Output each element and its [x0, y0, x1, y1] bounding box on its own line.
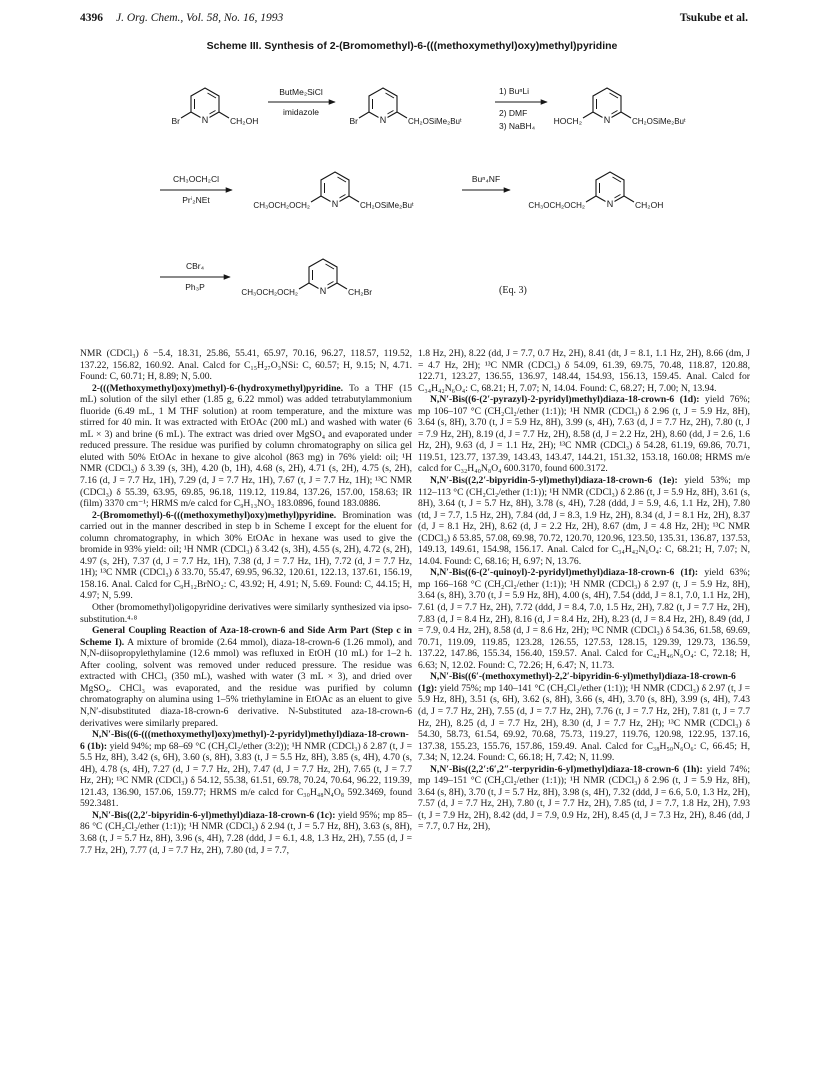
paragraph — [418, 348, 750, 394]
paragraph — [80, 510, 412, 602]
paragraph-heading: N,N′-Bis((2,2′-bipyridin-6-yl)methyl)diaza-18-crown-6 (1c): — [92, 809, 336, 821]
reagent-label: ButMe₂SiCl — [279, 87, 323, 97]
text-column-right — [418, 348, 750, 833]
substituent-right: CH₂OSiMe₂Buᵗ — [632, 117, 686, 126]
reaction-arrow-4 — [462, 174, 510, 190]
paragraph-text: 1.8 Hz, 2H), 8.22 (dd, J = 7.7, 0.7 Hz, 2H), 8.41 (dt, J = 8.1, 1.1 Hz, 2H), 8.66 (dm, J = 4.7 Hz, 2H); ¹³C NMR (CDCl₃) δ 54.09, 61.39, 69.75, 70.48, 118.87, 120.88, 122.71, 123.27, 136.55, 136.97, 148.44, 154.93, 156.13, 159.45. Anal. Calcd for C₃₄H₄₂N₆O₄: C, 68.21; H, 7.07; N, 14.04. Found: C, 68.27; H, 7.00; N, 13.94. — [418, 348, 750, 394]
paragraph-text: yield 75%; mp 140–141 °C (CH₂Cl₂/ether (1:1)); ¹H NMR (CDCl₃) δ 2.97 (t, J = 5.9 Hz, 8H), 3.51 (s, 6H), 3.62 (s, 8H), 3.66 (s, 4H), 3.70 (s, 8H), 3.99 (s, 4H), 7.43 (d, J = 7.7 Hz, 2H), 7.55 (d, J = 7.7 Hz, 2H), 7.76 (t, J = 7.7 Hz, 2H), 7.81 (t, J = 7.7 Hz, 2H), 8.25 (d, J = 7.7 Hz, 2H), 8.30 (d, J = 7.7 Hz, 2H); ¹³C NMR (CDCl₃) δ 54.30, 58.73, 61.54, 69.92, 70.68, 75.73, 119.27, 119.76, 120.98, 122.95, 137.16, 137.38, 155.23, 155.76, 157.86, 159.49. Anal. Calcd for C₃₈H₅₀N₆O₆: C, 66.45; H, 7.34; N, 12.24. Found: C, 66.18; H, 7.42; N, 11.99. — [418, 682, 750, 764]
paragraph — [418, 394, 750, 475]
substituent-left: CH₃OCH₂OCH₂ — [253, 201, 310, 210]
compound-4 — [253, 172, 414, 210]
substituent-left: Br — [349, 116, 358, 126]
reagent-label: Buⁿ₄NF — [471, 174, 501, 184]
ring-nitrogen-label: N — [606, 199, 614, 209]
paragraph-heading: N,N′-Bis((6′-(methoxymethyl)-2,2′-bipyridin-6-yl)methyl)diaza-18-crown-6 (1g): — [418, 671, 736, 694]
substituent-left: CH₃OCH₂OCH₂ — [528, 201, 585, 210]
paragraph-text: yield 63%; mp 166–168 °C (CH₂Cl₂/ether (1:1)); ¹H NMR (CDCl₃) δ 2.97 (t, J = 5.9 Hz, 8H), 3.64 (s, 8H), 3.70 (t, J = 5.9 Hz, 8H), 4.00 (s, 4H), 7.54 (ddd, J = 8.1, 7.0, 1.1 Hz, 2H), 7.61 (d, J = 7.7 Hz, 2H), 7.72 (ddd, J = 8.4, 7.0, 1.5 Hz, 2H), 7.82 (t, J = 7.7 Hz, 2H), 7.83 (d, J = 8.4 Hz, 2H), 8.16 (d, J = 8.4 Hz, 2H), 8.23 (d, J = 8.4 Hz, 2H), 8.49 (dd, J = 7.9, 0.4 Hz, 2H), 8.58 (d, J = 8.6 Hz, 2H); ¹³C NMR (CDCl₃) δ 54.36, 61.58, 69.69, 70.71, 119.09, 119.85, 123.28, 126.55, 127.53, 128.15, 129.39, 129.73, 136.59, 137.22, 147.86, 155.34, 156.40, 159.57. Anal. Calcd for C₄₂H₄₆N₆O₄: C, 72.18; H, 6.63; N, 12.02. Found: C, 72.26; H, 6.47; N, 11.73. — [418, 567, 751, 671]
paragraph — [80, 729, 412, 810]
paragraph-heading: 2-(Bromomethyl)-6-(((methoxymethyl)oxy)methyl)pyridine. — [92, 509, 337, 521]
paragraph-text: yield 74%; mp 149–151 °C (CH₂Cl₂/ether (1:1)); ¹H NMR (CDCl₃) δ 2.96 (t, J = 5.9 Hz, 8H), 3.64 (s, 8H), 3.70 (t, J = 5.7 Hz, 8H), 3.98 (s, 4H), 7.32 (ddd, J = 6.6, 5.0, 1.3 Hz, 2H), 7.57 (d, J = 7.7 Hz, 2H), 7.80 (t, J = 7.7 Hz, 2H), 7.85 (td, J = 7.7, 1.8 Hz, 2H), 7.93 (t, J = 7.9 Hz, 2H), 8.42 (dd, J = 7.9, 0.9 Hz, 2H), 8.45 (d, J = 7.3 Hz, 2H), 8.46 (dd, J = 7.7, 0.7 Hz, 2H), — [418, 763, 751, 833]
reagent-label: Prⁱ₂NEt — [182, 195, 210, 205]
substituent-right: CH₂OSiMe₂Buᵗ — [360, 201, 414, 210]
running-authors: Tsukube et al. — [679, 12, 748, 24]
paragraph-text: yield 76%; mp 106–107 °C (CH₂Cl₂/ether (1:1)); ¹H NMR (CDCl₃) δ 2.96 (t, J = 5.9 Hz, 8H), 3.64 (s, 8H), 3.70 (t, J = 5.9 Hz, 8H), 3.99 (s, 4H), 7.63 (d, J = 7.7 Hz, 2H), 7.80 (t, J = 7.9 Hz, 2H), 8.19 (d, J = 7.7 Hz, 2H), 8.58 (d, J = 2.2 Hz, 2H), 8.60 (dd, J = 2.6, 1.6 Hz, 2H), 9.63 (d, J = 1.1 Hz, 2H); ¹³C NMR (CDCl₃) δ 54.28, 61.19, 69.86, 70.71, 119.51, 123.77, 137.39, 143.43, 143.47, 144.21, 151.32, 153.18, 160.08; HRMS m/e calcd for C₃₂H₄₀N₈O₄ 600.3170, found 600.3172. — [418, 394, 750, 475]
reagent-label: 1) BuⁿLi — [499, 86, 530, 96]
compound-2 — [350, 88, 463, 126]
reagent-label: 2) DMF — [499, 108, 528, 118]
paragraph — [80, 625, 412, 729]
text-column-left — [80, 348, 412, 856]
reagent-label: imidazole — [283, 107, 319, 117]
substituent-right: CH₂OH — [635, 200, 664, 210]
journal-citation: J. Org. Chem., Vol. 58, No. 16, 1993 — [116, 12, 284, 24]
reaction-arrow-3 — [160, 174, 232, 205]
compound-3 — [554, 88, 686, 126]
page-number: 4396 — [80, 12, 103, 24]
substituent-left: Br — [171, 116, 180, 126]
paragraph-text: Other (bromomethyl)oligopyridine derivatives were similarly synthesized via ipso-substitution.⁴·⁸ — [80, 602, 412, 625]
paragraph — [80, 602, 412, 625]
reagent-label: Ph₃P — [185, 282, 205, 292]
paragraph-text: yield 95%; mp 85–86 °C (CH₂Cl₂/ether (1:1)); ¹H NMR (CDCl₃) δ 2.94 (t, J = 5.7 Hz, 8H), 3.63 (s, 8H), 3.68 (t, J = 5.7 Hz, 8H), 3.96 (s, 4H), 7.28 (ddd, J = 6.1, 4.8, 1.3 Hz, 2H), 7.55 (d, J = 7.7 Hz, 2H), 7.77 (d, J = 7.7 Hz, 2H), 7.80 (td, J = 7.7, — [80, 809, 412, 856]
substituent-right: CH₂OH — [230, 116, 259, 126]
paragraph-heading: 2-(((Methoxymethyl)oxy)methyl)-6-(hydroxymethyl)pyridine. — [92, 382, 344, 394]
equation-label: (Eq. 3) — [499, 285, 527, 296]
reagent-label: 3) NaBH₄ — [499, 121, 536, 131]
paragraph — [80, 383, 412, 510]
ring-nitrogen-label: N — [331, 199, 339, 209]
ring-nitrogen-label: N — [319, 286, 327, 296]
reaction-arrow-2 — [495, 86, 547, 131]
paragraph-text: Bromination was carried out in the manner described in step b in Scheme I except for the eluent for column chromatography, in which 30% EtOAc in hexane was used to give the bromide in 93% yield: oil; ¹H NMR (CDCl₃) δ 3.42 (s, 3H), 4.55 (s, 2H), 4.72 (s, 2H), 4.97 (s, 2H), 7.37 (d, J = 7.7 Hz, 1H), 7.38 (d, J = 7.7 Hz, 1H), 7.72 (d, J = 7.7 Hz, 1H); ¹³C NMR (CDCl₃) δ 33.70, 55.47, 69.95, 96.32, 120.61, 122.13, 137.61, 156.19, 158.16. Anal. Calcd for C₉H₁₂BrNO₂: C, 43.92; H, 4.91; N, 5.69. Found: C, 44.15; H, 4.97; N, 5.99. — [80, 509, 412, 602]
paragraph-text: yield 53%; mp 112–113 °C (CH₂Cl₂/ether (1:1)); ¹H NMR (CDCl₃) δ 2.86 (t, J = 5.9 Hz, 8H), 3.61 (s, 8H), 3.64 (t, J = 5.7 Hz, 8H), 3.78 (s, 4H), 7.28 (ddd, J = 5.9, 4.6, 1.1 Hz, 2H), 7.80 (td, J = 7.7, 1.5 Hz, 2H), 7.84 (dd, J = 8.3, 1.9 Hz, 2H), 8.34 (d, J = 8.1 Hz, 2H), 8.37 (d, J = 8.1 Hz, 2H), 8.62 (d, J = 2.2 Hz, 2H), 8.67 (dm, J = 4.8 Hz, 2H); ¹³C NMR (CDCl₃) δ 53.85, 57.08, 69.98, 70.72, 120.70, 120.96, 123.50, 135.31, 136.87, 137.53, 149.13, 149.61, 154.98, 156.17. Anal. Calcd for C₃₄H₄₂N₆O₄: C, 68.21; H, 7.07; N, 14.04. Found: C, 68.16; H, 6.97; N, 13.76. — [418, 475, 750, 567]
ring-nitrogen-label: N — [603, 115, 611, 125]
paragraph-text: yield 94%; mp 68–69 °C (CH₂Cl₂/ether (3:2)); ¹H NMR (CDCl₃) δ 2.87 (t, J = 5.5 Hz, 8H), 3.42 (s, 6H), 3.60 (s, 8H), 3.83 (t, J = 5.5 Hz, 8H), 3.85 (s, 4H), 4.70 (s, 4H), 4.78 (s, 4H), 7.27 (d, J = 7.7 Hz, 2H), 7.47 (d, J = 7.7 Hz, 2H), 7.65 (t, J = 7.7 Hz, 2H); ¹³C NMR (CDCl₃) δ 54.12, 55.38, 61.51, 69.78, 70.24, 70.64, 96.22, 119.39, 121.43, 136.90, 157.06, 159.77; HRMS m/e calcd for C₃₀H₄₈N₄O₈ 592.3469, found 592.3481. — [80, 740, 412, 810]
paragraph-heading: General Coupling Reaction of Aza-18-crown-6 and Side Arm Part (Step c in Scheme I). — [80, 625, 412, 648]
substituent-left: HOCH₂ — [553, 116, 582, 126]
ring-nitrogen-label: N — [201, 115, 209, 125]
paragraph-text: NMR (CDCl₃) δ −5.4, 18.31, 25.86, 55.41, 65.97, 70.16, 96.27, 118.57, 119.52, 137.22, 156.82, 160.92. Anal. Calcd for C₁₅H₂₇O₃NSi: C, 60.57; H, 9.15; N, 4.71. Found: C, 60.71; H, 8.89; N, 5.00. — [80, 348, 412, 383]
ring-nitrogen-label: N — [379, 115, 387, 125]
paragraph-heading: N,N′-Bis((2,2′:6′,2″-terpyridin-6-yl)methyl)diaza-18-crown-6 (1h): — [430, 763, 703, 775]
reaction-arrow-5 — [160, 261, 230, 292]
paragraph — [418, 567, 750, 671]
paragraph-heading: N,N′-Bis((6-(2′-quinoyl)-2-pyridyl)methyl)diaza-18-crown-6 (1f): — [430, 567, 699, 579]
paragraph — [80, 348, 412, 383]
reaction-arrow-1 — [268, 87, 335, 117]
paragraph — [418, 764, 750, 833]
reaction-scheme — [0, 58, 824, 343]
scheme-title: Scheme III. Synthesis of 2-(Bromomethyl)-6-(((methoxymethyl)oxy)methyl)pyridine — [206, 40, 618, 52]
reagent-label: CBr₄ — [185, 261, 205, 271]
substituent-right: CH₂OSiMe₂Buᵗ — [408, 117, 462, 126]
paragraph-text: To a THF (15 mL) solution of the silyl ether (1.85 g, 6.22 mmol) was added tetrabutylammonium fluoride (6.49 mL, 1 M THF solution) at room temperature, and the mixture was stirred for 40 min. It was extracted with EtOAc (200 mL) and washed with water (6 mL × 3) and brine (6 mL). The extract was dried over MgSO₄ and evaporated under reduced pressure. The residue was purified by column chromatography on silica gel eluted with 50% EtOAc in hexane to give alcohol (863 mg) in 76% yield: oil; ¹H NMR (CDCl₃) δ 3.39 (s, 3H), 4.20 (b, 1H), 4.68 (s, 2H), 4.71 (s, 2H), 4.75 (s, 2H), 7.16 (d, J = 7.7 Hz, 1H), 7.29 (d, J = 7.7 Hz, 1H), 7.67 (t, J = 7.7 Hz, 1H); ¹³C NMR (CDCl₃) δ 55.39, 63.95, 69.85, 96.18, 119.12, 119.84, 137.26, 157.00, 158.63; IR (film) 3370 cm⁻¹; HRMS m/e calcd for C₉H₁₃NO₃ 183.0896, found 183.0886. — [80, 382, 412, 510]
substituent-right: CH₂Br — [348, 287, 373, 297]
paragraph-heading: N,N′-Bis((6-(2′-pyrazyl)-2-pyridyl)methyl)diaza-18-crown-6 (1d): — [430, 394, 700, 406]
paragraph — [418, 671, 750, 763]
compound-5 — [528, 172, 663, 210]
paragraph — [418, 475, 750, 567]
paragraph-heading: N,N′-Bis((6-(((methoxymethyl)oxy)methyl)-2-pyridyl)methyl)diaza-18-crown-6 (1b): — [80, 729, 409, 752]
compound-1 — [172, 88, 259, 126]
paragraph — [80, 810, 412, 856]
running-header — [80, 12, 748, 28]
compound-6 — [241, 259, 372, 297]
reagent-label: CH₃OCH₂Cl — [173, 174, 219, 184]
paragraph-text: A mixture of bromide (2.64 mmol), diaza-18-crown-6 (1.26 mmol), and N,N-diisopropylethylamine (12.6 mmol) was refluxed in EtOH (10 mL) for 1–2 h. After cooling, solvent was removed under reduced pressure. The residue was extracted with CHCl₃ (350 mL), washed with water (3 mL × 3), and dried over MgSO₄. CHCl₃ was evaporated, and the residue was purified by column chromatography on alumina using 1–5% triethylamine in EtOAc as an eluent to give N,N′-disubstituted diaza-18-crown-6 derivative. N-Substituted aza-18-crown-6 derivatives were similarly prepared. — [80, 636, 412, 729]
paragraph-heading: N,N′-Bis((2,2′-bipyridin-5-yl)methyl)diaza-18-crown-6 (1e): — [430, 475, 678, 487]
substituent-left: CH₃OCH₂OCH₂ — [241, 288, 298, 297]
